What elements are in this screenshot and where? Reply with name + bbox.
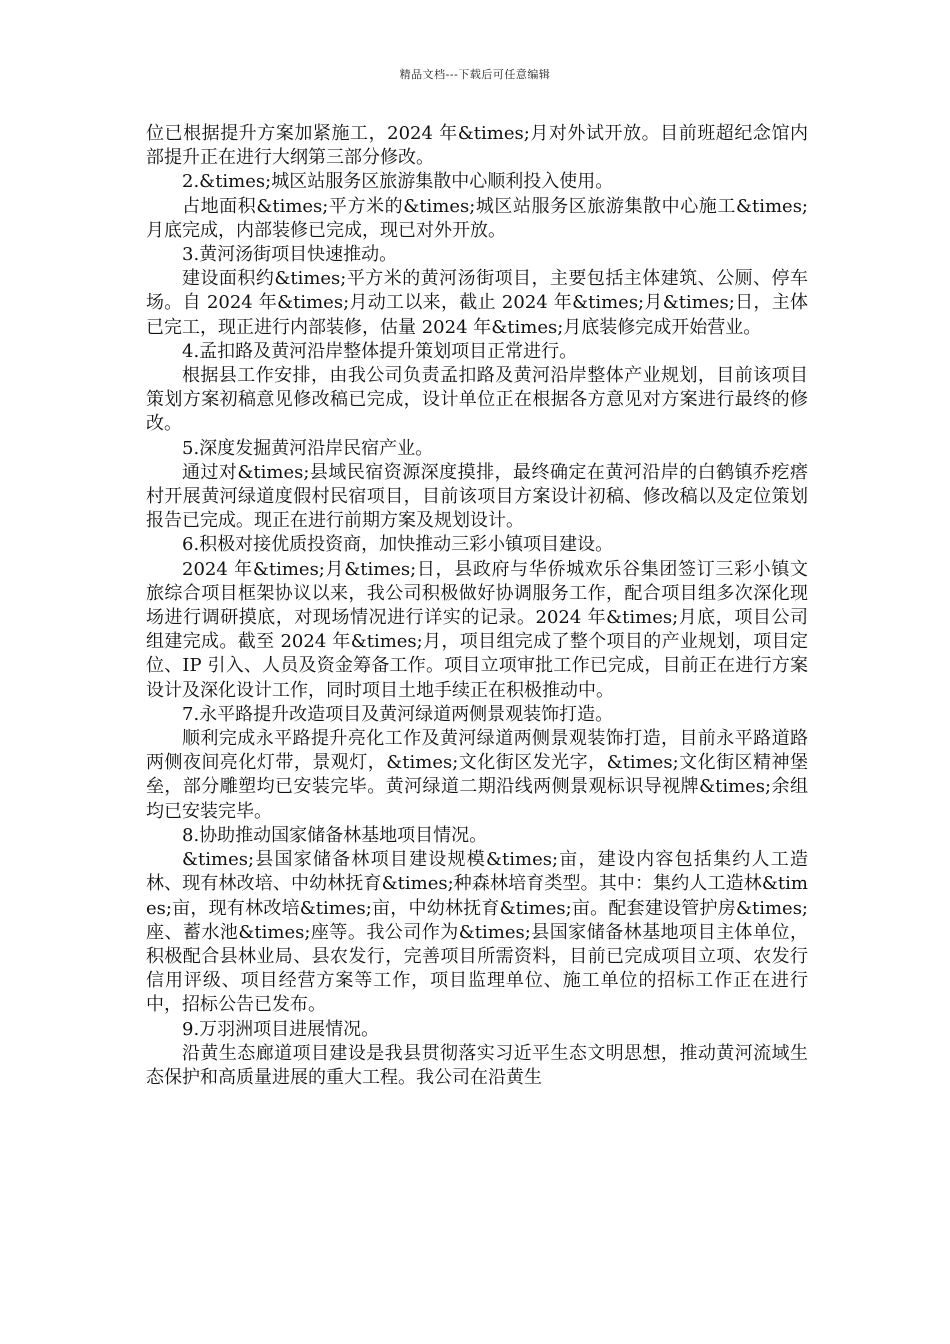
- page-header: 精品文档---下载后可任意编辑: [399, 68, 551, 81]
- paragraph: 占地面积&times;平方米的&times;城区站服务区旅游集散中心施工&times;月底完成，内部装修已完成，现已对外开放。: [146, 195, 808, 241]
- paragraph: 5.深度发掘黄河沿岸民宿产业。: [182, 437, 434, 459]
- paragraph: 8.协助推动国家储备林基地项目情况。: [182, 824, 488, 846]
- paragraph: 位已根据提升方案加紧施工，2024 年&times;月对外试开放。目前班超纪念馆内部提升正在进行大纲第三部分修改。: [146, 123, 808, 169]
- paragraph: 7.永平路提升改造项目及黄河绿道两侧景观装饰打造。: [182, 703, 614, 725]
- paragraph: 4.孟扣路及黄河沿岸整体提升策划项目正常进行。: [182, 340, 578, 362]
- document-body: [146, 122, 808, 1090]
- paragraph: 根据县工作安排，由我公司负责孟扣路及黄河沿岸整体产业规划，目前该项目策划方案初稿意见修改稿已完成，设计单位正在根据各方意见对方案进行最终的修改。: [146, 365, 808, 435]
- paragraph: 3.黄河汤街项目快速推动。: [182, 244, 398, 266]
- paragraph: &times;县国家储备林项目建设规模&times;亩，建设内容包括集约人工造林、现有林改培、中幼林抚育&times;种森林培育类型。其中：集约人工造林&times;亩，现有林改培&times;亩，中幼林抚育&times;亩。配套建设管护房&times;座、蓄水池&times;座等。我公司作为&times;县国家储备林基地项目主体单位，积极配合县林业局、县农发行，完善项目所需资料，目前已完成项目立项、农发行信用评级、项目经营方案等工作，项目监理单位、施工单位的招标工作正在进行中，招标公告已发布。: [146, 849, 808, 1016]
- paragraph: 顺利完成永平路提升亮化工作及黄河绿道两侧景观装饰打造，目前永平路道路两侧夜间亮化灯带，景观灯，&times;文化街区发光字，&times;文化街区精神堡垒，部分雕塑均已安装完毕。黄河绿道二期沿线两侧景观标识导视牌&times;余组均已安装完毕。: [146, 728, 808, 822]
- paragraph: 9.万羽洲项目进展情况。: [182, 1018, 380, 1040]
- paragraph: 6.积极对接优质投资商，加快推动三彩小镇项目建设。: [182, 534, 614, 556]
- paragraph: 建设面积约&times;平方米的黄河汤街项目，主要包括主体建筑、公厕、停车场。自 2024 年&times;月动工以来，截止 2024 年&times;月&times;日，主体已完工，现正进行内部装修，估量 2024 年&times;月底装修完成开始营业。: [146, 268, 808, 338]
- paragraph: 2024 年&times;月&times;日，县政府与华侨城欢乐谷集团签订三彩小镇文旅综合项目框架协议以来，我公司积极做好协调服务工作，配合项目组多次深化现场进行调研摸底，对现场情况进行详实的记录。2024 年&times;月底，项目公司组建完成。截至 2024 年&times;月，项目组完成了整个项目的产业规划，项目定位、IP 引入、人员及资金筹备工作。项目立项审批工作已完成，目前正在进行方案设计及深化设计工作，同时项目土地手续正在积极推动中。: [146, 558, 808, 701]
- paragraph: 沿黄生态廊道项目建设是我县贯彻落实习近平生态文明思想，推动黄河流域生态保护和高质量进展的重大工程。我公司在沿黄生: [146, 1042, 808, 1088]
- paragraph: 通过对&times;县域民宿资源深度摸排，最终确定在黄河沿岸的白鹤镇乔疙瘩村开展黄河绿道度假村民宿项目，目前该项目方案设计初稿、修改稿以及定位策划报告已完成。现正在进行前期方案及规划设计。: [146, 461, 808, 532]
- paragraph: 2.&times;城区站服务区旅游集散中心顺利投入使用。: [182, 171, 614, 193]
